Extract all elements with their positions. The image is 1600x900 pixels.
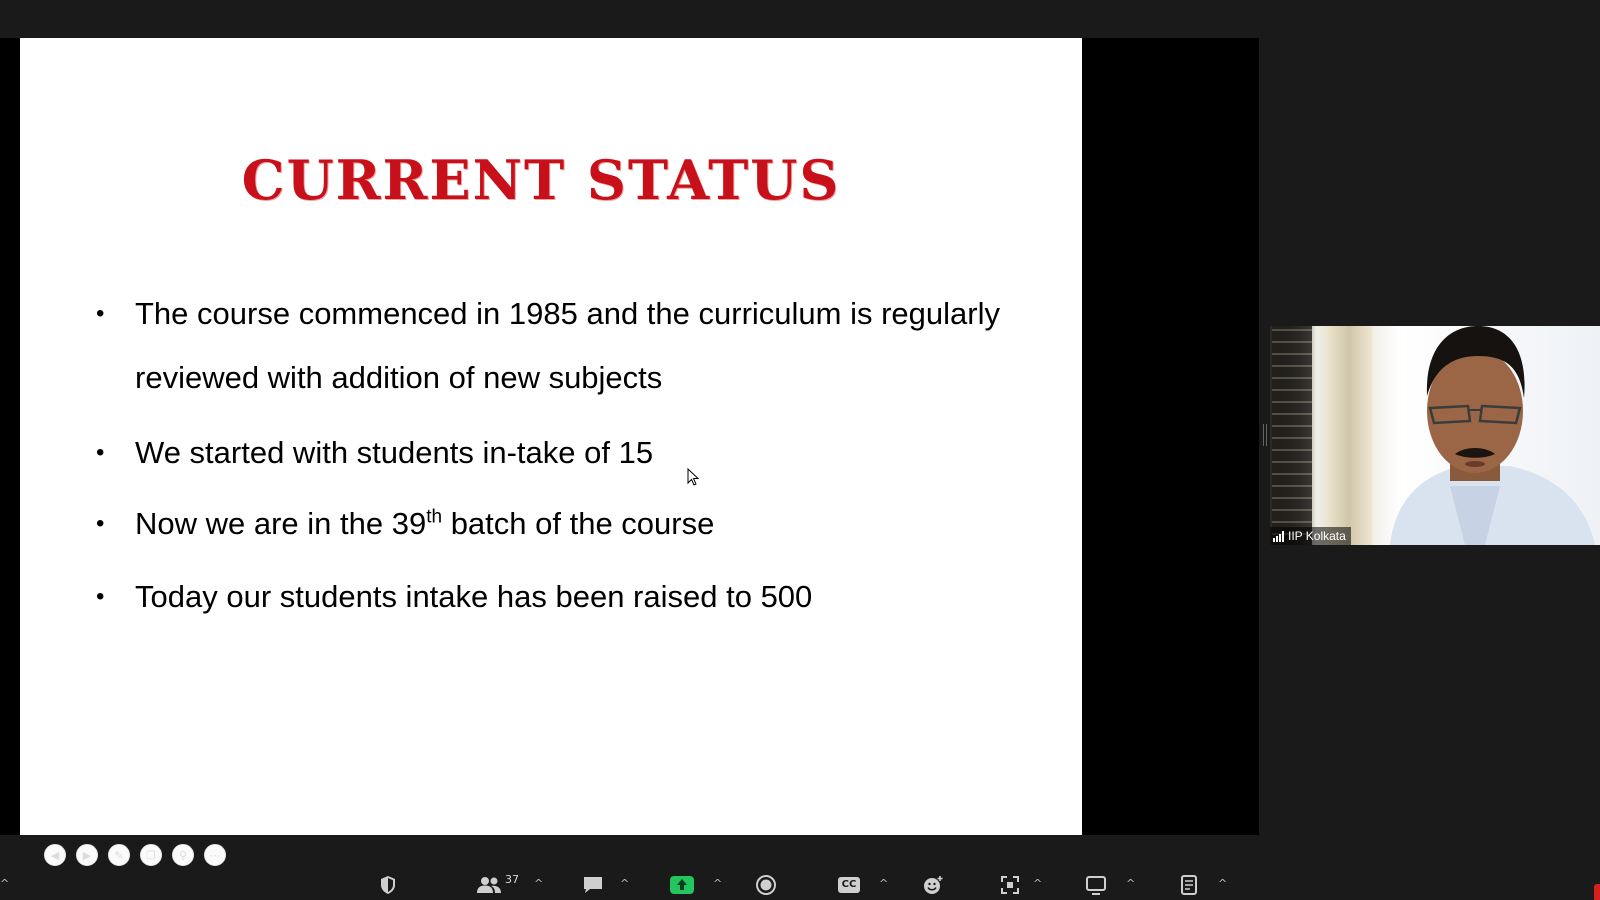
- pen-icon[interactable]: ✎: [108, 844, 130, 866]
- bullet-item: [76, 421, 1016, 485]
- panel-resize-handle[interactable]: [1263, 424, 1267, 446]
- notes-menu-caret[interactable]: ^: [1218, 876, 1228, 890]
- security-button[interactable]: [378, 873, 398, 897]
- bullet-item: [76, 282, 1016, 410]
- captions-icon: CC: [838, 877, 860, 893]
- whiteboard-menu-caret[interactable]: ^: [1126, 876, 1136, 890]
- shield-icon: [378, 875, 398, 895]
- participants-menu-caret[interactable]: ^: [534, 876, 544, 890]
- bullet-text: We started with students in-take of 15: [135, 435, 654, 470]
- bullet-item: [76, 492, 1016, 556]
- apps-button[interactable]: [1000, 873, 1020, 897]
- share-screen-button[interactable]: [670, 873, 694, 897]
- apps-icon: [1000, 875, 1020, 895]
- apps-menu-caret[interactable]: ^: [1033, 876, 1043, 890]
- whiteboard-button[interactable]: [1085, 873, 1107, 897]
- toolbar-left-caret[interactable]: ^: [0, 876, 10, 890]
- more-icon[interactable]: ⋯: [204, 844, 226, 866]
- chat-button[interactable]: [582, 873, 604, 897]
- bullet-text-end: batch of the course: [442, 506, 715, 541]
- ordinal-suffix: th: [426, 506, 443, 528]
- previous-slide-icon[interactable]: ◀: [44, 844, 66, 866]
- meeting-toolbar: [0, 870, 1600, 900]
- bullet-text-start: Now we are in the 39: [135, 506, 427, 541]
- record-icon: [756, 875, 776, 895]
- participants-count: 37: [505, 872, 519, 886]
- bullet-dot: •: [96, 583, 105, 610]
- zoom-icon[interactable]: ⚲: [172, 844, 194, 866]
- bullet-text: The course commenced in 1985 and the curriculum is regularly reviewed with addition of new subjects: [135, 296, 1000, 395]
- participants-icon: [476, 875, 502, 895]
- bullet-dot: •: [96, 439, 105, 466]
- end-meeting-button-edge[interactable]: [1594, 884, 1600, 900]
- participants-button[interactable]: [476, 873, 519, 897]
- slide-control-bar: [44, 844, 226, 868]
- captions-button[interactable]: [838, 873, 860, 897]
- record-button[interactable]: [756, 873, 776, 897]
- slide-title: CURRENT STATUS: [241, 148, 841, 212]
- participant-name-label: [1270, 527, 1351, 545]
- connection-signal-icon: [1273, 531, 1284, 542]
- participant-video-image: [1350, 326, 1600, 545]
- bullet-dot: •: [96, 300, 105, 327]
- bullet-dot: •: [96, 510, 105, 537]
- bullet-text: Today our students intake has been raised to 500: [135, 579, 813, 614]
- next-slide-icon[interactable]: ▶: [76, 844, 98, 866]
- mouse-cursor-icon: [687, 468, 699, 486]
- copy-icon[interactable]: ❐: [140, 844, 162, 866]
- window-grill: [1272, 326, 1312, 545]
- chat-icon: [582, 875, 604, 895]
- presentation-slide: [20, 38, 1082, 862]
- notes-button[interactable]: [1180, 873, 1198, 897]
- chat-menu-caret[interactable]: ^: [620, 876, 630, 890]
- participant-name: IIP Kolkata: [1288, 529, 1346, 543]
- bullet-text: [135, 492, 1016, 556]
- participant-video-tile[interactable]: [1270, 326, 1600, 545]
- reactions-icon: [923, 875, 945, 895]
- reactions-button[interactable]: [923, 873, 945, 897]
- share-menu-caret[interactable]: ^: [713, 876, 723, 890]
- bullet-item: [76, 565, 1016, 629]
- captions-menu-caret[interactable]: ^: [879, 876, 889, 890]
- notes-icon: [1180, 875, 1198, 895]
- share-screen-icon: [670, 876, 694, 894]
- whiteboard-icon: [1085, 875, 1107, 895]
